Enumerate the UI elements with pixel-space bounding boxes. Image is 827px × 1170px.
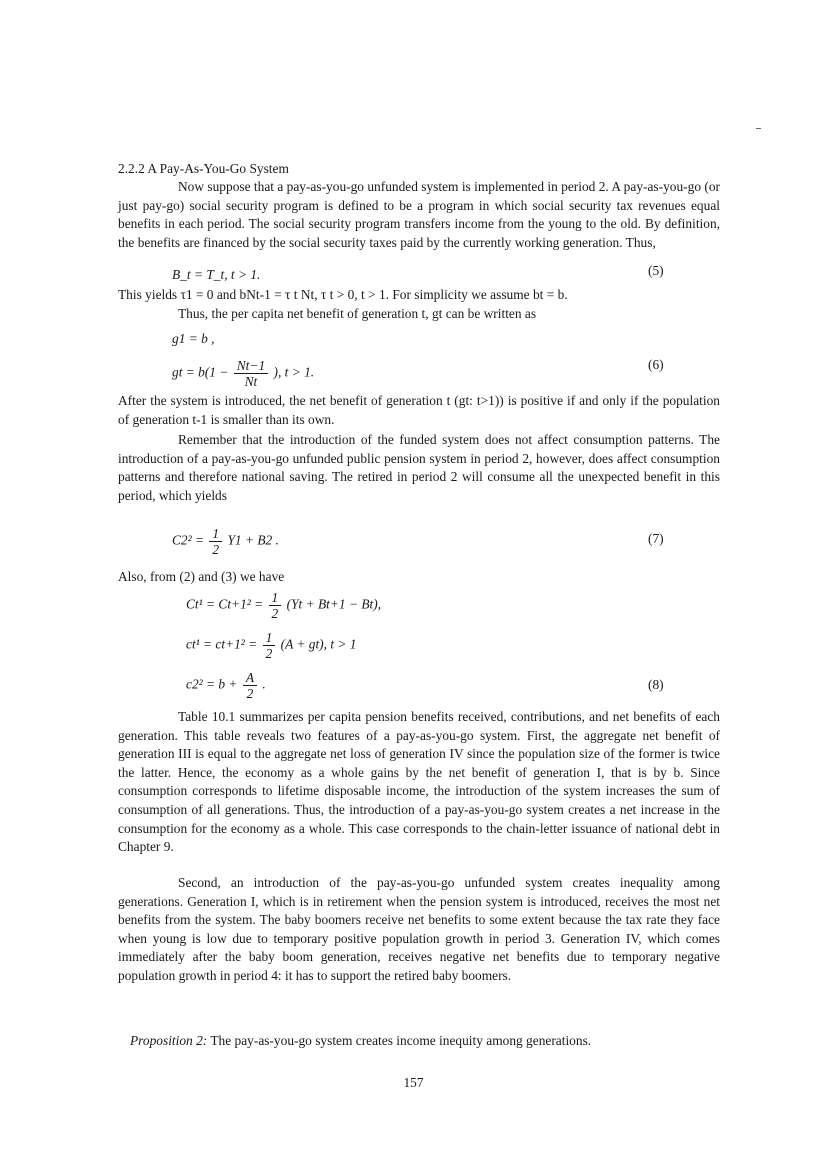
equation-6b-fraction bbox=[234, 358, 268, 389]
equation-8b-denominator: 2 bbox=[265, 646, 273, 661]
equation-5 bbox=[172, 266, 260, 284]
equation-8b-numerator: 1 bbox=[263, 630, 276, 646]
equation-8a-numerator: 1 bbox=[269, 590, 282, 606]
equation-6a: g1 = b , bbox=[172, 331, 215, 346]
equation-8c-rhs: . bbox=[262, 676, 266, 692]
equation-8a-lhs: Ct¹ = Ct+1² = bbox=[186, 596, 264, 612]
paragraph-remember: Remember that the introduction of the funded system does not affect consumption patterns. The introduction of a pay-as-you-go unfunded public pension system in period 2, however, does affect consumption patterns and therefore national saving. The retired in period 2 will consume all the unexpected benefit in this period, which yields bbox=[118, 432, 720, 503]
equation-6b bbox=[172, 358, 314, 389]
equation-6b-numerator: Nt−1 bbox=[234, 358, 268, 374]
equation-8-number: (8) bbox=[648, 677, 664, 692]
equation-6b-denominator: Nt bbox=[244, 374, 258, 389]
paragraph-table: Table 10.1 summarizes per capita pension benefits received, contributions, and net benefits of each generation. This table reveals two features of a pay-as-you-go system. First, the aggregate net benefit of generation III is equal to the aggregate net loss of generation IV since the population size of the former is twice the latter. Hence, the economy as a whole gains by the net benefit of generation I, that is by b. Since consumption corresponds to lifetime disposable income, the introduction of the system increases the sum of consumption of all generations. Thus, the introduction of a pay-as-you-go system creates a net increase in the consumption for the economy as a whole. This case corresponds to the chain-letter issuance of national debt in Chapter 9. bbox=[118, 709, 720, 855]
equation-7-number: (7) bbox=[648, 531, 664, 546]
equation-8c-fraction bbox=[243, 670, 257, 701]
paragraph-also: Also, from (2) and (3) we have bbox=[118, 569, 285, 584]
scan-mark bbox=[756, 128, 761, 129]
equation-8b-fraction bbox=[263, 630, 276, 661]
equation-8b bbox=[186, 630, 356, 661]
equation-8a-denominator: 2 bbox=[271, 606, 279, 621]
equation-8c bbox=[186, 670, 266, 701]
paragraph-after: After the system is introduced, the net benefit of generation t (gt: t>1)) is positive if and only if the population of generation t-1 is smaller than its own. bbox=[118, 393, 720, 427]
equation-6b-lhs: gt = b(1 − bbox=[172, 364, 229, 380]
equation-7 bbox=[172, 526, 279, 557]
equation-8a bbox=[186, 590, 381, 621]
paragraph-thus: Thus, the per capita net benefit of generation t, gt can be written as bbox=[178, 306, 537, 321]
equation-5-number: (5) bbox=[648, 263, 664, 278]
paragraph-yields: This yields τ1 = 0 and bNt-1 = τ t Nt, τ t > 0, t > 1. For simplicity we assume bt = b. bbox=[118, 287, 568, 302]
paragraph-second: Second, an introduction of the pay-as-you-go unfunded system creates inequality among generations. Generation I, which is in retirement when the pension system is introduced, receives the most net benefits from the system. The baby boomers receive net benefits to some extent because the tax rate they face when young is low due to temporary positive population growth in period 3. Generation IV, which comes immediately after the baby boom generation, receives negative net benefits due to temporary negative population growth in period 4: it has to support the retired baby boomers. bbox=[118, 875, 720, 983]
equation-8c-denominator: 2 bbox=[246, 686, 254, 701]
paragraph-intro: Now suppose that a pay-as-you-go unfunded system is implemented in period 2. A pay-as-you-go (or just pay-go) social security program is defined to be a program in which social security tax revenues equal benefits in each period. The social security program transfers income from the young to the old. By definition, the benefits are financed by the social security taxes paid by the currently working generation. Thus, bbox=[118, 179, 720, 250]
equation-7-fraction bbox=[209, 526, 222, 557]
proposition-text: The pay-as-you-go system creates income inequity among generations. bbox=[210, 1033, 592, 1048]
equation-5-body: B_t = T_t, t > 1. bbox=[172, 267, 261, 282]
equation-6b-rhs: ), t > 1. bbox=[273, 364, 315, 380]
equation-7-rhs: Y1 + B2 . bbox=[227, 532, 279, 548]
section-heading: 2.2.2 A Pay-As-You-Go System bbox=[118, 161, 289, 176]
equation-8c-numerator: A bbox=[243, 670, 257, 686]
equation-8b-lhs: ct¹ = ct+1² = bbox=[186, 636, 258, 652]
equation-8b-rhs: (A + gt), t > 1 bbox=[280, 636, 357, 652]
equation-7-numerator: 1 bbox=[209, 526, 222, 542]
equation-8a-rhs: (Yt + Bt+1 − Bt), bbox=[286, 596, 382, 612]
equation-8a-fraction bbox=[269, 590, 282, 621]
equation-7-lhs: C2² = bbox=[172, 532, 205, 548]
equation-6-number: (6) bbox=[648, 357, 664, 372]
proposition bbox=[130, 1032, 720, 1050]
page-number: 157 bbox=[403, 1075, 424, 1090]
proposition-label: Proposition 2: bbox=[130, 1033, 208, 1048]
equation-7-denominator: 2 bbox=[212, 542, 220, 557]
equation-8c-lhs: c2² = b + bbox=[186, 676, 238, 692]
